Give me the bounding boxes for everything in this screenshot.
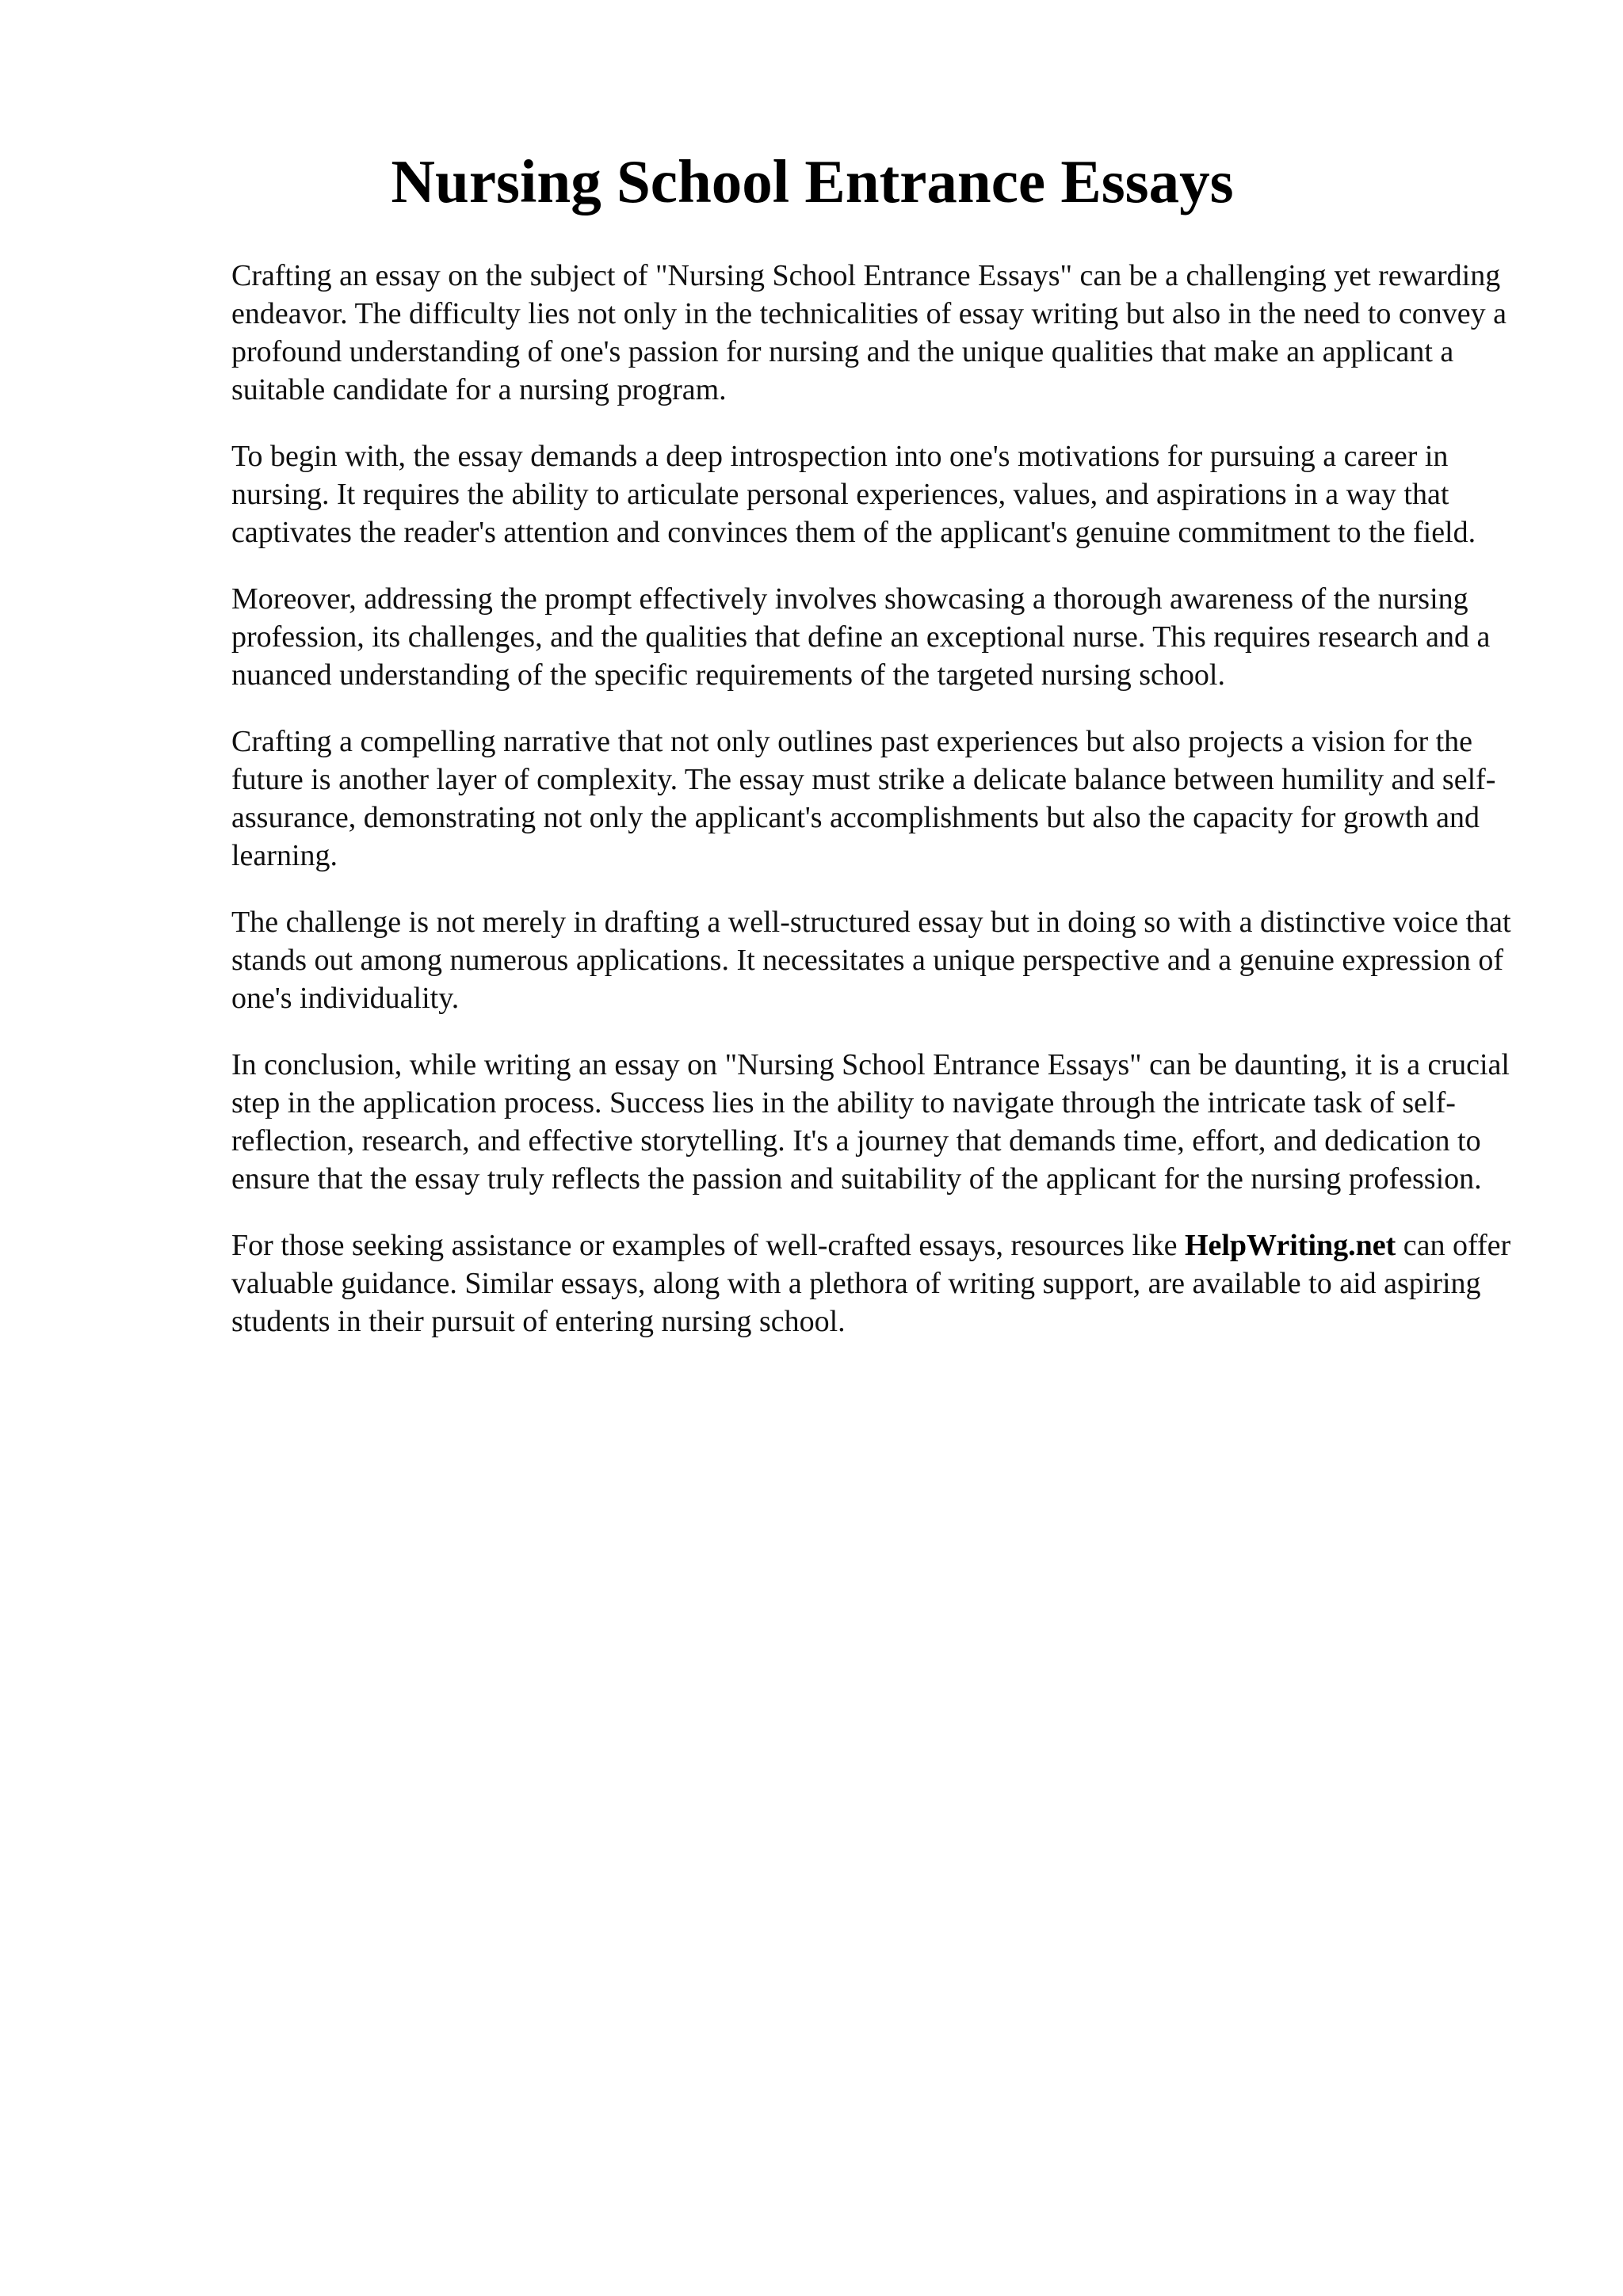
resources-text-before: For those seeking assistance or examples of well-crafted essays, resources like	[231, 1228, 1185, 1262]
paragraph-prompt: Moreover, addressing the prompt effectively involves showcasing a thorough awareness of the nursing profession, its challenges, and the qualities that define an exceptional nurse. This requires research and a nuanced understanding of the specific requirements of the targeted nursing school.	[231, 582, 1491, 692]
paragraph-voice: The challenge is not merely in drafting a well-structured essay but in doing so with a distinctive voice that stands out among numerous applications. It necessitates a unique perspective and a genuine expression of one's individuality.	[231, 905, 1511, 1015]
paragraph-introspection: To begin with, the essay demands a deep introspection into one's motivations for pursuing a career in nursing. It requires the ability to articulate personal experiences, values, and aspirations in a way that captivates the reader's attention and convinces them of the applicant's genuine commitment to the field.	[231, 439, 1476, 549]
helpwriting-link[interactable]: HelpWriting.net	[1184, 1228, 1396, 1262]
resources-text-after: can offer valuable guidance. Similar essays, along with a plethora of writing support, are available to aid aspiring students in their pursuit of entering nursing school.	[231, 1228, 1511, 1338]
paragraph-intro: Crafting an essay on the subject of "Nursing School Entrance Essays" can be a challenging yet rewarding endeavor. The difficulty lies not only in the technicalities of essay writing but also in the need to convey a profound understanding of one's passion for nursing and the unique qualities that make an applicant a suitable candidate for a nursing program.	[231, 258, 1507, 406]
paragraph-narrative: Crafting a compelling narrative that not only outlines past experiences but also projects a vision for the future is another layer of complexity. The essay must strike a delicate balance between humility and self-assurance, demonstrating not only the applicant's accomplishments but also the capacity for growth and learning.	[231, 724, 1496, 872]
paragraph-conclusion: In conclusion, while writing an essay on "Nursing School Entrance Essays" can be daunting, it is a crucial step in the application process. Success lies in the ability to navigate through the intricate task of self-reflection, research, and effective storytelling. It's a journey that demands time, effort, and dedication to ensure that the essay truly reflects the passion and suitability of the applicant for the nursing profession.	[231, 1047, 1510, 1196]
document-title: Nursing School Entrance Essays	[391, 147, 1234, 215]
paragraph-resources	[231, 1226, 1512, 1341]
